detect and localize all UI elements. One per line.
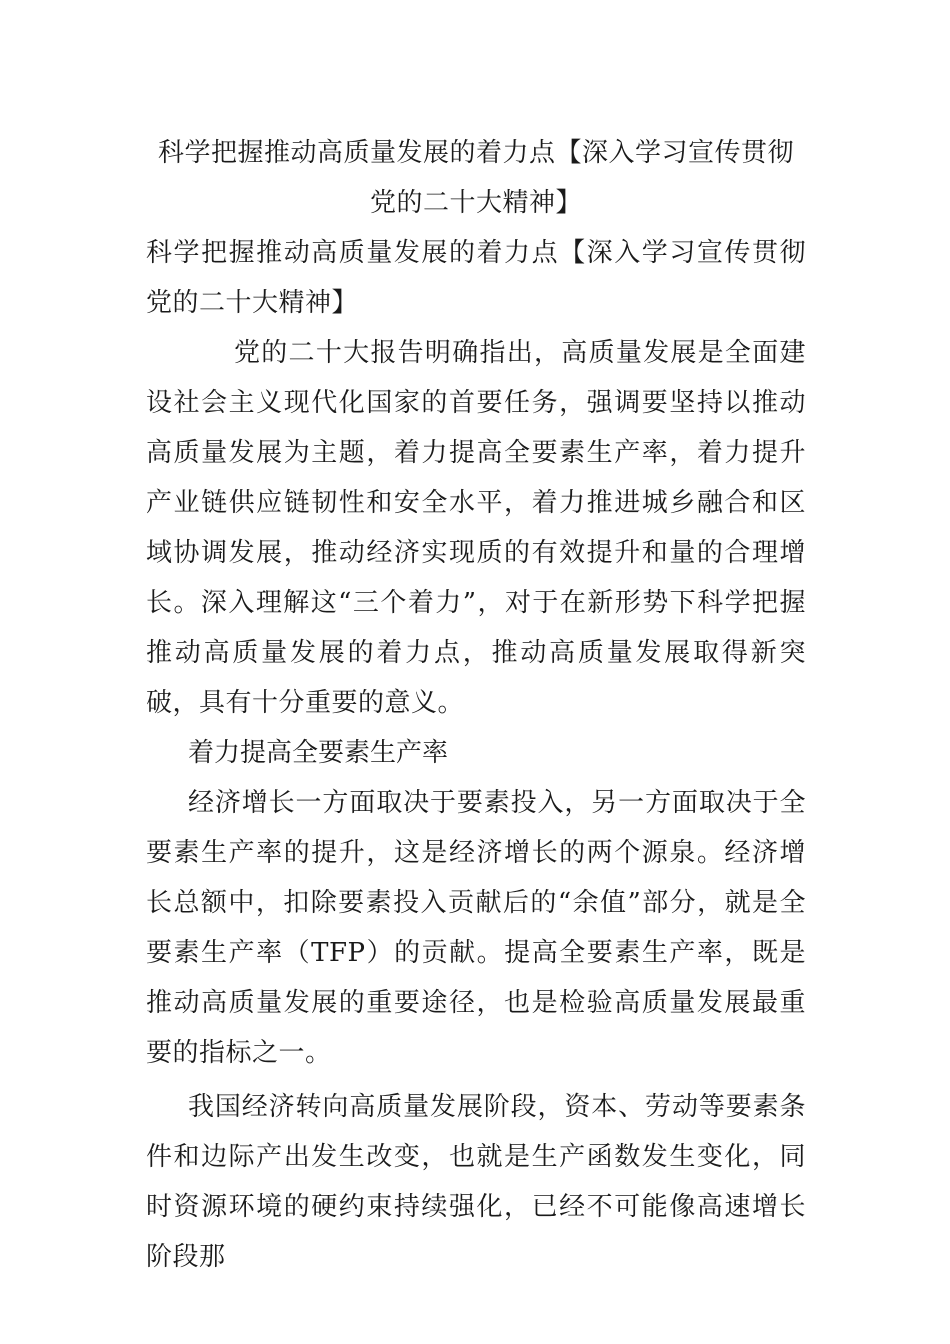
body-paragraph: 我国经济转向高质量发展阶段，资本、劳动等要素条件和边际产出发生改变，也就是生产函数发生变化，同时资源环境的硬约束持续强化，已经不可能像高速增长阶段那 <box>146 1092 806 1272</box>
document-title: 科学把握推动高质量发展的着力点【深入学习宣传贯彻党的二十大精神】 <box>157 138 794 218</box>
document-subtitle: 科学把握推动高质量发展的着力点【深入学习宣传贯彻党的二十大精神】 <box>146 238 806 318</box>
document-page <box>146 128 806 1282</box>
section-heading: 着力提高全要素生产率 <box>188 738 449 768</box>
intro-paragraph: 党的二十大报告明确指出，高质量发展是全面建设社会主义现代化国家的首要任务，强调要坚持以推动高质量发展为主题，着力提高全要素生产率，着力提升产业链供应链韧性和安全水平，着力推进城乡融合和区域协调发展，推动经济实现质的有效提升和量的合理增长。深入理解这“三个着力”，对于在新形势下科学把握推动高质量发展的着力点，推动高质量发展取得新突破，具有十分重要的意义。 <box>146 338 806 718</box>
body-paragraph: 经济增长一方面取决于要素投入，另一方面取决于全要素生产率的提升，这是经济增长的两个源泉。经济增长总额中，扣除要素投入贡献后的“余值”部分，就是全要素生产率（TFP）的贡献。提高全要素生产率，既是推动高质量发展的重要途径，也是检验高质量发展最重要的指标之一。 <box>146 788 806 1068</box>
